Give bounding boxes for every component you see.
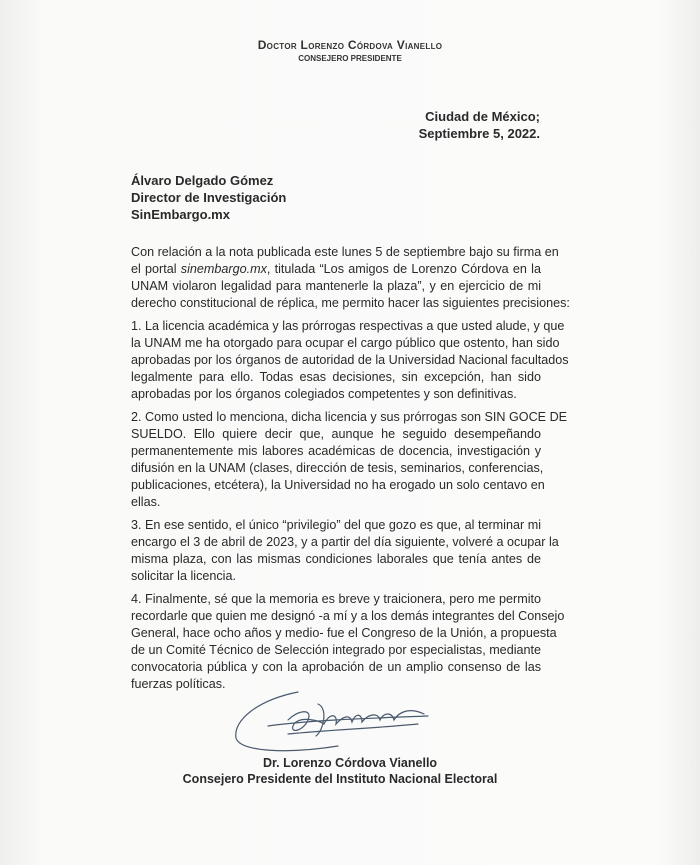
paragraph-line: 3. En ese sentido, el único “privilegio” del que gozo es que, al terminar mi [131, 518, 541, 532]
paragraph-line: fuerzas políticas. [131, 677, 226, 691]
paragraph-line: Con relación a la nota publicada este lunes 5 de septiembre bajo su firma en [131, 245, 559, 259]
letter-body [131, 244, 570, 699]
paragraph-line: 1. La licencia académica y las prórrogas respectivas a que usted alude, y que [131, 319, 565, 333]
paragraph [131, 517, 559, 585]
paragraph-line: UNAM violaron legalidad para mantenerle la plaza”, y en ejercicio de mi [131, 279, 541, 293]
paragraph [131, 591, 565, 693]
paragraph-line: la UNAM me ha otorgado para ocupar el cargo público que ostento, han sido [131, 336, 560, 350]
paragraph-line: derecho constitucional de réplica, me permito hacer las siguientes precisiones: [131, 296, 570, 310]
paragraph-line: convocatoria pública y con la aprobación de un amplio consenso de las [131, 660, 541, 674]
letterhead-name: Doctor Lorenzo Córdova Vianello [257, 38, 443, 52]
paragraph [131, 318, 569, 403]
paragraph-line: 2. Como usted lo menciona, dicha licencia y sus prórrogas son SIN GOCE DE [131, 410, 568, 424]
paragraph-line: solicitar la licencia. [131, 569, 236, 583]
date-value: Septiembre 5, 2022. [418, 126, 540, 141]
letterhead-title: CONSEJERO PRESIDENTE [298, 54, 402, 63]
paragraph-line: legalmente para ello. Todas esas decisiones, sin excepción, han sido [131, 370, 541, 384]
addressee-block [131, 172, 286, 223]
paragraph [131, 409, 568, 511]
addressee-name: Álvaro Delgado Gómez [131, 173, 274, 188]
date-block [419, 108, 540, 142]
signature-icon [228, 690, 448, 760]
paragraph-line: encargo el 3 de abril de 2023, y a partir del día siguiente, volveré a ocupar la [131, 535, 559, 549]
paragraph-line: publicaciones, etcétera), la Universidad no ha erogado un solo centavo en [131, 478, 545, 492]
paragraph-line: misma plaza, con las mismas condiciones laborales que tenía antes de [131, 552, 541, 566]
paragraph-line: aprobadas por los órganos de autoridad de la Universidad Nacional facultados [131, 353, 569, 367]
paragraph [131, 244, 570, 312]
signatory-role: Consejero Presidente del Instituto Nacional Electoral [182, 772, 498, 786]
paragraph-line: recordarle que quien me designó -a mí y a los demás integrantes del Consejo [131, 609, 565, 623]
addressee-outlet: SinEmbargo.mx [131, 207, 230, 222]
paragraph-line: permanentemente mis labores académicas de docencia, investigación y [131, 444, 541, 458]
signatory-name: Dr. Lorenzo Córdova Vianello [262, 756, 438, 770]
paragraph-line: aprobadas por los órganos colegiados competentes y son definitivas. [131, 387, 517, 401]
paragraph-line: el portal sinembargo.mx, titulada “Los amigos de Lorenzo Córdova en la [131, 262, 541, 276]
paragraph-line: ellas. [131, 495, 161, 509]
paragraph-line: General, hace ocho años y medio- fue el Congreso de la Unión, a propuesta [131, 626, 557, 640]
paragraph-line: SUELDO. Ello quiere decir que, aunque he seguido desempeñando [131, 427, 541, 441]
paragraph-line: de un Comité Técnico de Selección integrado por especialistas, mediante [131, 643, 542, 657]
paragraph-line: 4. Finalmente, sé que la memoria es breve y traicionera, pero me permito [131, 592, 541, 606]
date-place: Ciudad de México; [425, 109, 540, 124]
paragraph-line: difusión en la UNAM (clases, dirección de tesis, seminarios, conferencias, [131, 461, 544, 475]
addressee-position: Director de Investigación [131, 190, 287, 205]
